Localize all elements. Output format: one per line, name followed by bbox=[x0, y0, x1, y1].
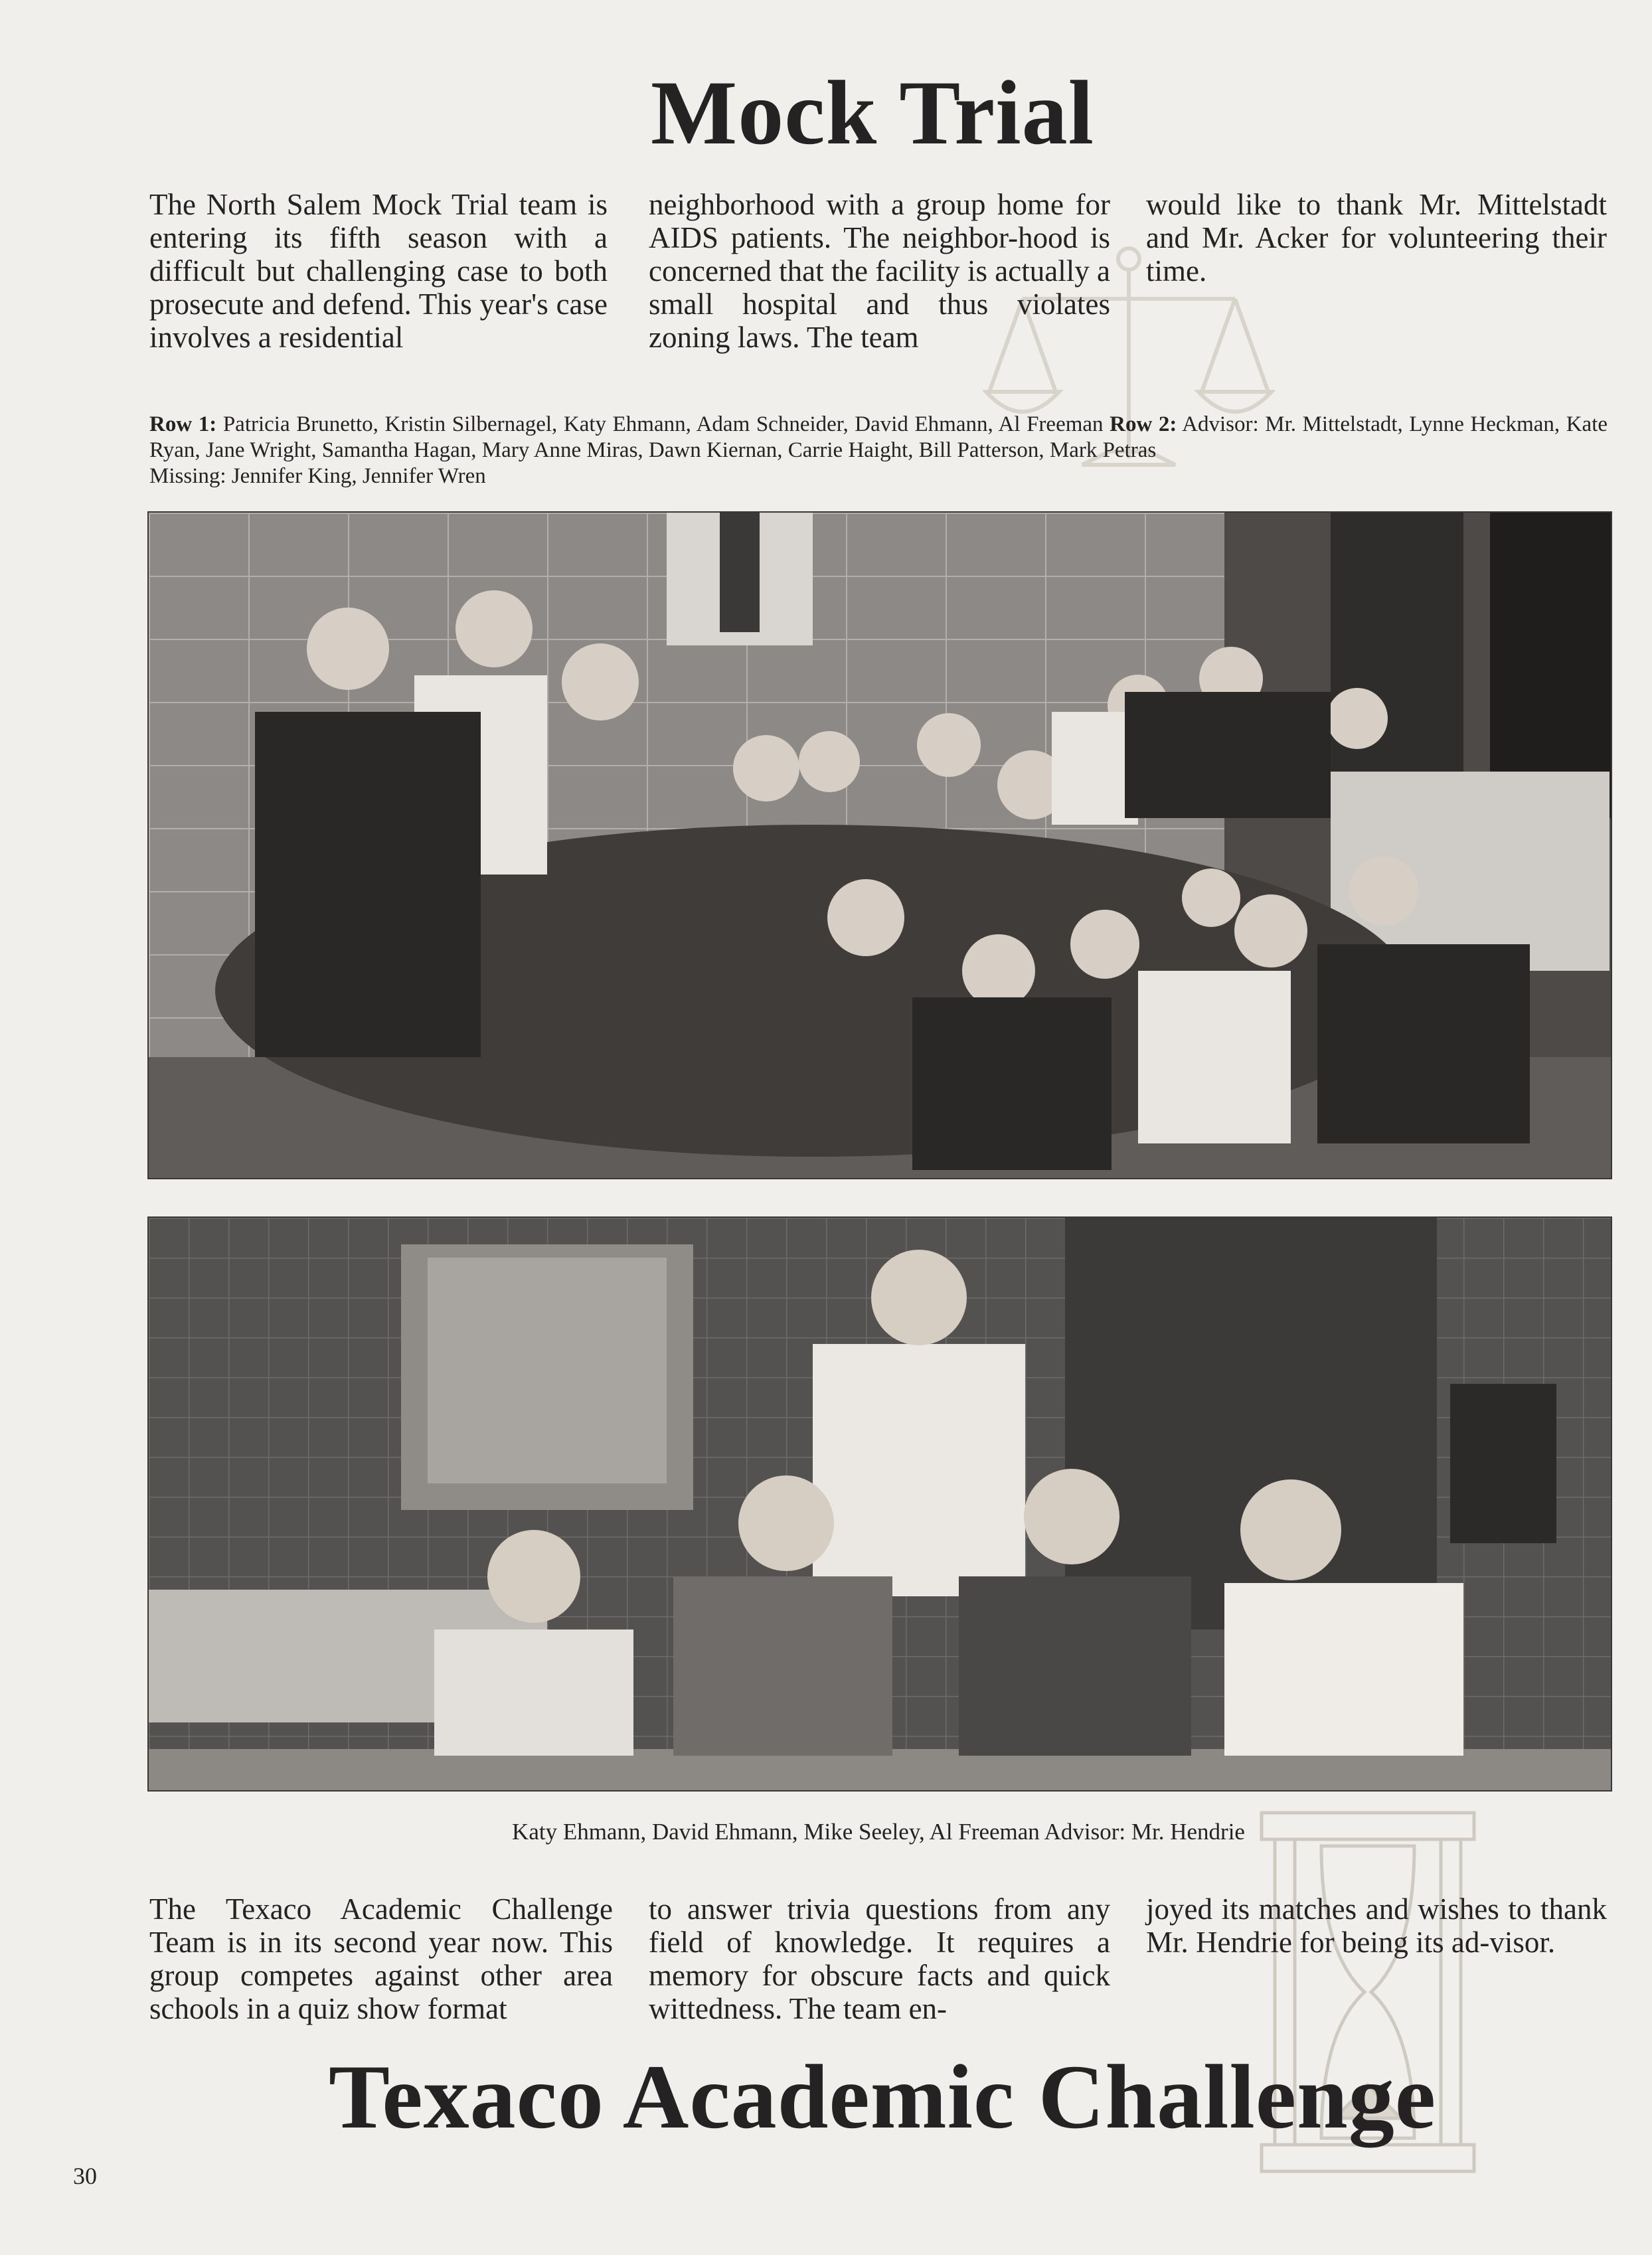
row2-label: Row 2: bbox=[1110, 412, 1177, 436]
page-number: 30 bbox=[73, 2163, 97, 2189]
academic-challenge-photo-caption: Katy Ehmann, David Ehmann, Mike Seeley, Al Freeman Advisor: Mr. Hendrie bbox=[512, 1819, 1245, 1845]
row1-label: Row 1: bbox=[149, 412, 217, 436]
academic-challenge-team-photo bbox=[147, 1216, 1612, 1792]
row1-names: Patricia Brunetto, Kristin Silbernagel, Katy Ehmann, Adam Schneider, David Ehmann, Al Freeman bbox=[222, 412, 1104, 436]
mock-trial-group-photo bbox=[147, 511, 1612, 1179]
missing-names: Missing: Jennifer King, Jennifer Wren bbox=[149, 464, 486, 488]
row2-names: Advisor: Mr. Mittelstadt, Lynne Heckman, Kate Ryan, Jane Wright, Samantha Hagan, Mary Anne Miras, Dawn Kiernan, Carrie Haight, Bill Patterson, Mark Petras bbox=[149, 412, 1608, 462]
texaco-academic-challenge-heading: Texaco Academic Challenge bbox=[329, 2046, 1437, 2147]
mock-trial-text-column-3: would like to thank Mr. Mittelstadt and Mr. Acker for volunteering their time. bbox=[1146, 188, 1607, 288]
mock-trial-heading: Mock Trial bbox=[651, 62, 1094, 163]
mock-trial-text-column-1: The North Salem Mock Trial team is entering its fifth season with a difficult but challenging case to both prosecute and defend. This year's case involves a residential bbox=[149, 188, 608, 354]
academic-challenge-text-column-2: to answer trivia questions from any field of knowledge. It requires a memory for obscure facts and quick wittedness. The team en- bbox=[649, 1892, 1110, 2025]
academic-challenge-text-column-3: joyed its matches and wishes to thank Mr. Hendrie for being its ad-visor. bbox=[1146, 1892, 1607, 1959]
mock-trial-text-column-2: neighborhood with a group home for AIDS patients. The neighbor-hood is concerned that the facility is actually a small hospital and thus violates zoning laws. The team bbox=[649, 188, 1110, 354]
academic-challenge-text-column-1: The Texaco Academic Challenge Team is in its second year now. This group competes against other area schools in a quiz show format bbox=[149, 1892, 613, 2025]
mock-trial-member-names bbox=[149, 412, 1608, 489]
